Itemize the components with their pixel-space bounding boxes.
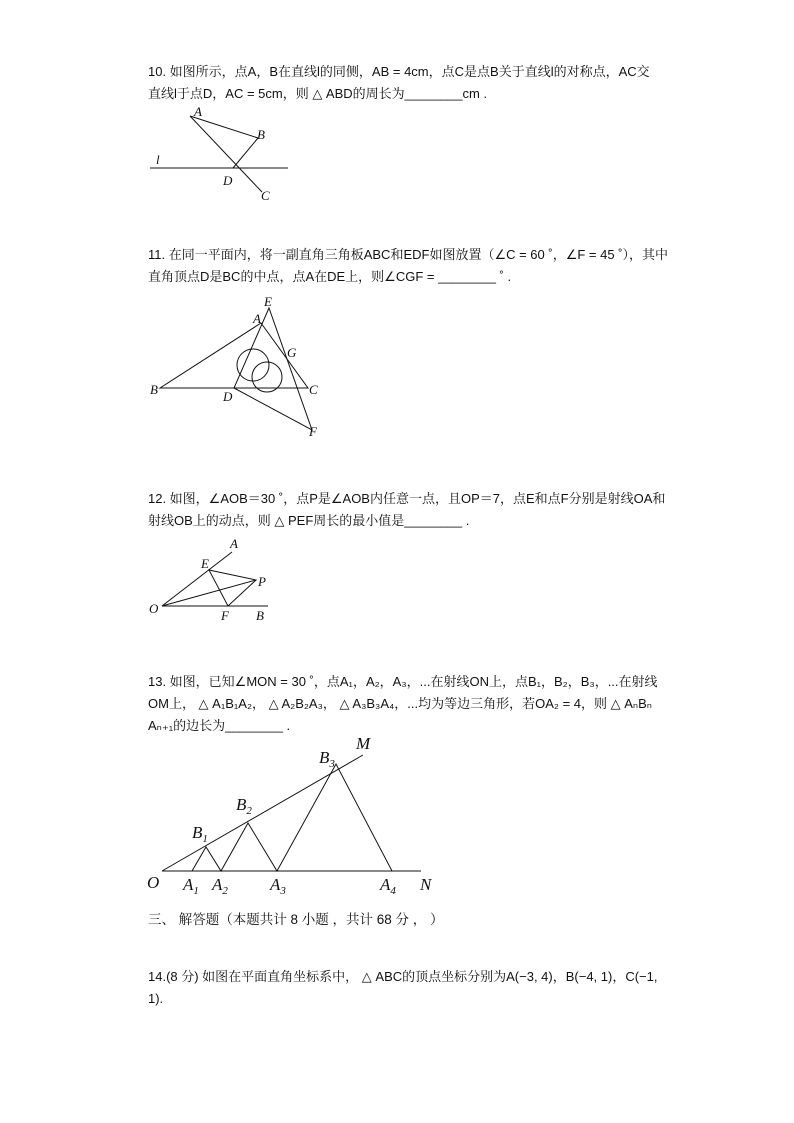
question-10 — [148, 61, 678, 105]
question-12-line-1: 12. 如图，∠AOB＝30 ˚，点P是∠AOB内任意一点，且OP＝7，点E和点F分别是射线OA和 — [148, 491, 666, 506]
question-10-line-1: 10. 如图所示，点A，B在直线l的同侧，AB = 4cm，点C是点B关于直线l的对称点，AC交 — [148, 64, 650, 79]
question-13-line-1: 13. 如图，已知∠MON = 30 ˚，点A₁，A₂，A₃，...在射线ON上，点B₁，B₂，B₃，...在射线 — [148, 674, 658, 689]
label-O: O — [149, 601, 159, 616]
figure-13 — [140, 728, 450, 900]
label-B: B — [257, 127, 265, 142]
question-13-line-3: Aₙ₊₁的边长为________ . — [148, 718, 291, 733]
label-B2: $B_2$ — [236, 795, 252, 817]
ray-OA — [162, 552, 232, 606]
label-G: G — [287, 345, 297, 360]
label-F: F — [221, 608, 229, 623]
label-O: O — [147, 873, 160, 892]
label-A3: $A_3$ — [270, 875, 286, 897]
question-14-line-1: 14.(8 分) 如图在平面直角坐标系中， △ ABC的顶点坐标分别为A(−3, 4)，B(−4, 1)，C(−1, — [148, 969, 658, 984]
label-D: D — [223, 389, 233, 404]
triangle-PEF — [209, 570, 256, 606]
label-B1: $B_1$ — [192, 823, 208, 845]
equilateral-triangles — [192, 764, 392, 871]
label-l: l — [156, 152, 160, 167]
label-E: E — [264, 294, 272, 309]
label-P: P — [258, 574, 266, 589]
label-C: C — [309, 382, 318, 397]
label-D: D — [223, 173, 233, 188]
question-14-line-2: 1). — [148, 991, 164, 1006]
label-E: E — [201, 556, 209, 571]
question-11-line-1: 11. 在同一平面内，将一副直角三角板ABC和EDF如图放置（∠C = 60 ˚，∠F = 45 ˚），其中 — [148, 247, 669, 262]
question-11-line-2: 直角顶点D是BC的中点，点A在DE上，则∠CGF = ________ ˚ . — [148, 269, 512, 284]
question-14 — [148, 966, 678, 1010]
figure-10 — [140, 100, 300, 210]
label-A1: $A_1$ — [183, 875, 199, 897]
figure-11 — [140, 290, 340, 450]
label-B3: $B_3$ — [319, 748, 335, 770]
triangle-EDF — [234, 308, 312, 430]
label-M: M — [356, 734, 371, 753]
question-10-line-2: 直线l于点D，AC = 5cm，则 △ ABD的周长为________cm . — [148, 86, 488, 101]
label-A4: $A_4$ — [380, 875, 396, 897]
label-F: F — [309, 424, 317, 439]
label-C: C — [261, 188, 270, 203]
label-A: A — [194, 104, 202, 119]
question-13-line-2: OM上， △ A₁B₁A₂， △ A₂B₂A₃， △ A₃B₃A₄，...均为等边三角形，若OA₂ = 4，则 △ AₙBₙ — [148, 696, 652, 711]
section-heading: 三、 解答题（本题共计 8 小题 ，共计 68 分 ， ） — [148, 912, 444, 927]
label-A2: $A_2$ — [212, 875, 228, 897]
label-A: A — [230, 536, 238, 551]
ray-OM — [162, 755, 363, 871]
label-B: B — [256, 608, 264, 623]
segment-BD — [233, 138, 258, 168]
label-A: A — [253, 311, 261, 326]
figure-12 — [140, 530, 290, 630]
question-12 — [148, 488, 678, 532]
angle-arc-1 — [237, 349, 269, 381]
question-12-line-2: 射线OB上的动点，则 △ PEF周长的最小值是________ . — [148, 513, 470, 528]
label-B: B — [150, 382, 158, 397]
question-11 — [148, 244, 678, 288]
label-N: N — [420, 875, 432, 894]
